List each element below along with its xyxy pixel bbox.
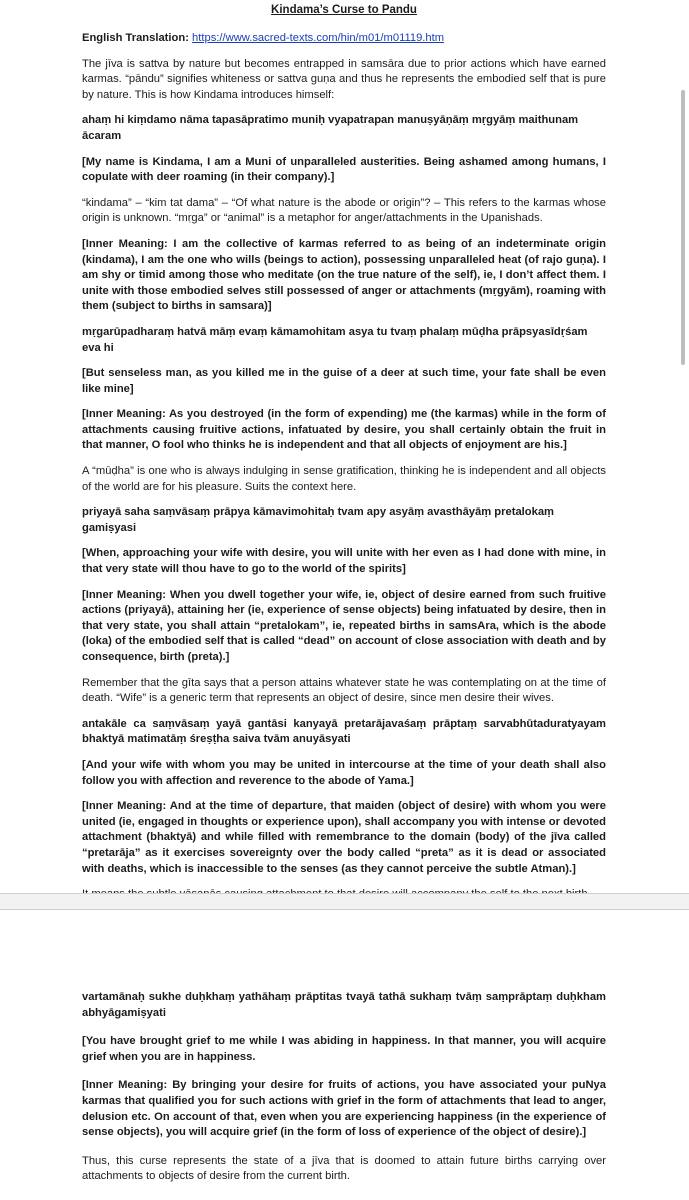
intro-paragraph: The jīva is sattva by nature but becomes entrapped in samsāra due to prior actions which have earned karmas. “pāndu” signifies whiteness or sattva guṇa and thus he represents the embodied self that is pure by nature. This is how Kindama introduces himself:: [82, 57, 606, 101]
source-label: English Translation:: [82, 32, 193, 44]
source-line: [82, 31, 606, 47]
page-2-content: [82, 990, 606, 1198]
translation-2: [But senseless man, as you killed me in the guise of a deer at such time, your fate shall be even like mine]: [82, 367, 606, 395]
document-page-2: [0, 910, 689, 1200]
page-divider: [0, 893, 689, 910]
verse-2: mṛgarūpadharaṃ hatvā māṃ evaṃ kāmamohitam asya tu tvaṃ phalaṃ mūḍha prāpsyasīdṛśam eva hi: [82, 325, 588, 354]
commentary-2: A “mūḍha” is one who is always indulging in sense gratification, thinking he is independent and all objects of the world are for his pleasure. Suits the context here.: [82, 465, 606, 493]
commentary-1: “kindama” – “kim tat dama” – “Of what nature is the abode or origin”? – This refers to the karmas whose origin is unknown. “mṛga” or “animal” is a metaphor for anger/attachments in the Upanishads.: [82, 196, 606, 225]
commentary-3: Remember that the gīta says that a person attains whatever state he was contemplating on at the time of death. “Wife” is a generic term that represents an object of desire, since men desire their wives.: [82, 676, 606, 705]
scrollbar[interactable]: [681, 90, 685, 365]
verse-4: antakāle ca saṃvāsaṃ yayā gantāsi kanyayā pretarājavaśaṃ prāptaṃ sarvabhūtaduratyayam bhaktyā matimatāṃ śreṣṭha saiva tvām anuyāsyati: [82, 717, 606, 746]
document-title: Kindama’s Curse to Pandu: [271, 4, 417, 16]
translation-4: [And your wife with whom you may be united in intercourse at the time of your death shall also follow you with affection and reverence to the abode of Yama.]: [82, 758, 606, 787]
inner-meaning-4: [Inner Meaning: And at the time of departure, that maiden (object of desire) with whom you were united (ie, engaged in thoughts or experience upon), shall accompany you with intense or devoted attachment (bhaktyā) and while filled with remembrance to the domain (body) of the jīva called “pretarāja” as it exercises sovereignty over the body called “preta” as it is dead or associated with deaths, which is inaccessible to the senses (as they cannot perceive the subtle Atman).]: [82, 800, 606, 875]
translation-1: [My name is Kindama, I am a Muni of unparalleled austerities. Being ashamed among humans, I copulate with deer roaming (in their company).]: [82, 155, 606, 184]
inner-meaning-1: [Inner Meaning: I am the collective of karmas referred to as being of an indeterminate origin (kindama), I am the one who wills (beings to action), possessing unparalleled heat (of rajo guṇa). I am shy or timid among those who meditate (on the true nature of the self), ie, I don’t affect them. I unite with those embodied selves still possessed of anger or attachments (mṛgyām), roaming with them (subject to births in samsara)]: [82, 237, 606, 313]
inner-meaning-3: [Inner Meaning: When you dwell together your wife, ie, object of desire earned from such fruitive actions (priyayā), attaining her (ie, experience of sense objects) being infatuated by desire, then in that very state, you shall attain “pretalokam”, ie, repeated births in samsAra, which is the abode (loka) of the embodied self that is called “dead” on account of close association with death and by consequence, birth (preta).]: [82, 588, 606, 663]
inner-meaning-5: [Inner Meaning: By bringing your desire for fruits of actions, you have associated your puNya karmas that qualified you for such actions with grief in the form of attachments that lead to anger, delusion etc. On account of that, even when you are experiencing happiness (in the experience of sense objects), you will acquire grief (in the form of loss of experience of the object of desire).]: [82, 1079, 606, 1139]
verse-3: priyayā saha saṃvāsaṃ prāpya kāmavimohitaḥ tvam apy asyāṃ avasthāyāṃ pretalokaṃ gamiṣyasi: [82, 506, 554, 534]
translation-3: [When, approaching your wife with desire, you will unite with her even as I had done with mine, in that very state will thou have to go to the world of the spirits]: [82, 547, 606, 576]
conclusion-paragraph: Thus, this curse represents the state of a jīva that is doomed to attain future births carrying over attachments to objects of desire from the current birth.: [82, 1154, 606, 1183]
verse-1: ahaṃ hi kiṃdamo nāma tapasāpratimo muniḥ vyapatrapan manuṣyāṇāṃ mṛgyāṃ maithunam ācaram: [82, 114, 579, 142]
verse-5: vartamānaḥ sukhe duḥkhaṃ yathāhaṃ prāptitas tvayā tathā sukhaṃ tvāṃ saṃprāptaṃ duḥkham abhyāgamiṣyati: [82, 991, 606, 1019]
source-link[interactable]: https://www.sacred-texts.com/hin/m01/m01119.htm: [192, 32, 445, 44]
page-1-content: [82, 2, 606, 913]
translation-5: [You have brought grief to me while I was abiding in happiness. In that manner, you will acquire grief when you are in happiness.: [82, 1035, 606, 1063]
inner-meaning-2: [Inner Meaning: As you destroyed (in the form of expending) me (the karmas) while in the form of attachments causing fruitive actions, infatuated by desire, you shall certainly obtain the fruit in that manner, O fool who thinks he is independent and that all objects of enjoyment are his.]: [82, 408, 606, 452]
